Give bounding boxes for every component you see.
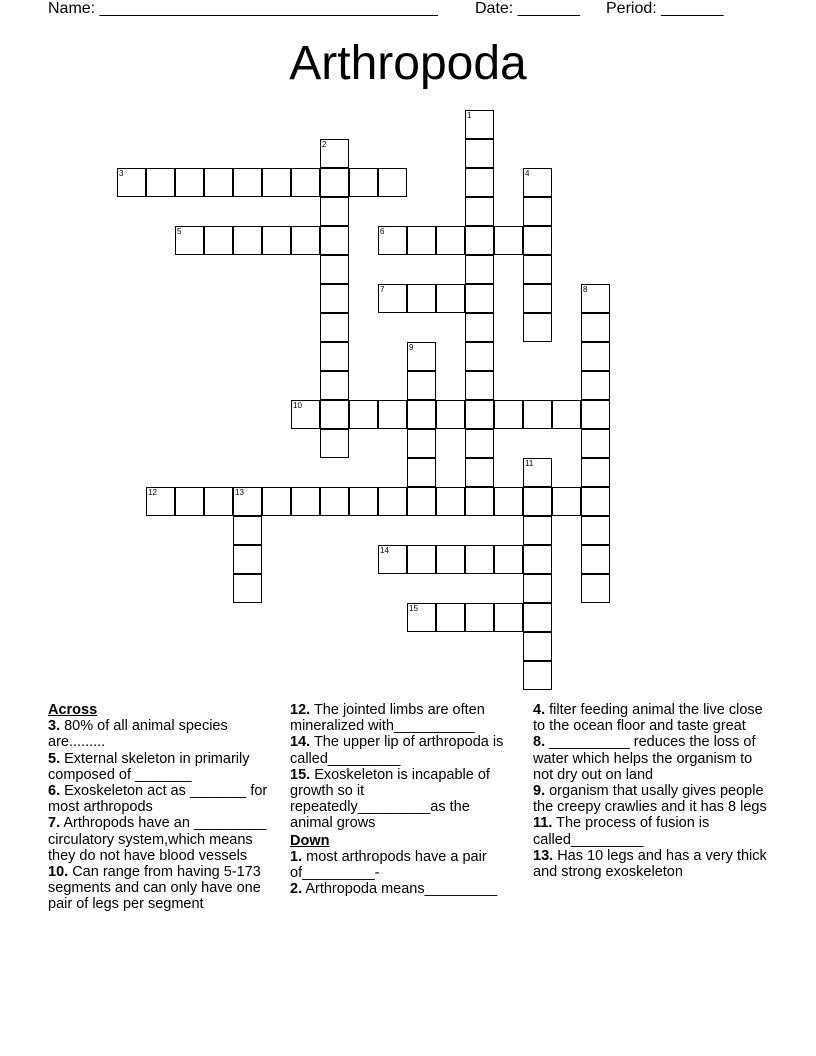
clue-number: 4	[525, 169, 530, 178]
grid-cell[interactable]	[523, 400, 552, 429]
grid-cell[interactable]	[581, 545, 610, 574]
grid-cell[interactable]	[465, 545, 494, 574]
across-clue-list-continued	[290, 702, 512, 832]
grid-cell[interactable]	[320, 284, 349, 313]
grid-cell[interactable]	[465, 458, 494, 487]
grid-cell[interactable]	[523, 458, 552, 487]
grid-cell[interactable]	[523, 487, 552, 516]
down-clue: 2. Arthropoda means_________	[290, 881, 498, 898]
grid-cell[interactable]	[581, 574, 610, 603]
grid-cell[interactable]	[523, 516, 552, 545]
grid-cell[interactable]	[233, 226, 262, 255]
across-clue: 3. 80% of all animal species are.........	[48, 718, 228, 751]
across-clue: 7. Arthropods have an _________ circulatory system,which means they do not have blood vessels	[48, 815, 267, 864]
across-clue: 5. External skeleton in primarily composed of _______	[48, 750, 250, 783]
grid-cell[interactable]	[436, 603, 465, 632]
grid-cell[interactable]	[465, 342, 494, 371]
down-clue: 13. Has 10 legs and has a very thick and strong exoskeleton	[533, 847, 767, 881]
grid-cell[interactable]	[291, 487, 320, 516]
grid-cell[interactable]	[407, 545, 436, 574]
grid-cell[interactable]	[523, 284, 552, 313]
down-heading: Down	[290, 832, 330, 849]
grid-cell[interactable]	[320, 226, 349, 255]
clue-number: 5	[177, 227, 182, 236]
grid-cell[interactable]	[378, 400, 407, 429]
grid-cell[interactable]	[117, 168, 146, 197]
grid-cell[interactable]	[262, 487, 291, 516]
grid-cell[interactable]	[204, 487, 233, 516]
grid-cell[interactable]	[523, 574, 552, 603]
grid-cell[interactable]	[320, 342, 349, 371]
grid-cell[interactable]	[407, 400, 436, 429]
grid-cell[interactable]	[581, 284, 610, 313]
across-heading: Across	[48, 702, 98, 718]
date-field: Date: _______	[475, 0, 580, 17]
grid-cell[interactable]	[378, 284, 407, 313]
grid-cell[interactable]	[465, 371, 494, 400]
grid-cell[interactable]	[436, 284, 465, 313]
clue-number: 6	[380, 227, 385, 236]
grid-cell[interactable]	[378, 226, 407, 255]
grid-cell[interactable]	[494, 226, 523, 255]
grid-cell[interactable]	[407, 284, 436, 313]
down-clue: 4. filter feeding animal the live close to the ocean floor and taste great	[533, 702, 763, 735]
grid-cell[interactable]	[291, 168, 320, 197]
clue-number: 2	[322, 140, 327, 149]
across-clue-list	[48, 718, 276, 912]
grid-cell[interactable]	[262, 226, 291, 255]
across-clue: 14. The upper lip of arthropoda is called_________	[290, 734, 504, 767]
grid-cell[interactable]	[523, 168, 552, 197]
grid-cell[interactable]	[320, 371, 349, 400]
grid-cell[interactable]	[262, 168, 291, 197]
grid-cell[interactable]	[465, 168, 494, 197]
down-clue-list	[290, 849, 512, 898]
page-title: Arthropoda	[289, 37, 527, 90]
grid-cell[interactable]	[407, 458, 436, 487]
grid-cell[interactable]	[175, 487, 204, 516]
grid-cell[interactable]	[581, 371, 610, 400]
grid-cell[interactable]	[523, 632, 552, 661]
grid-cell[interactable]	[146, 487, 175, 516]
grid-cell[interactable]	[465, 603, 494, 632]
grid-cell[interactable]	[523, 313, 552, 342]
grid-cell[interactable]	[378, 545, 407, 574]
grid-cell[interactable]	[581, 458, 610, 487]
grid-cell[interactable]	[494, 400, 523, 429]
grid-cell[interactable]	[233, 545, 262, 574]
grid-cell[interactable]	[494, 487, 523, 516]
grid-cell[interactable]	[175, 168, 204, 197]
grid-cell[interactable]	[233, 574, 262, 603]
grid-cell[interactable]	[581, 487, 610, 516]
grid-cell[interactable]	[407, 371, 436, 400]
grid-cell[interactable]	[320, 487, 349, 516]
grid-cell[interactable]	[581, 400, 610, 429]
clue-number: 12	[148, 488, 157, 497]
grid-cell[interactable]	[436, 487, 465, 516]
grid-cell[interactable]	[291, 226, 320, 255]
grid-cell[interactable]	[465, 487, 494, 516]
grid-cell[interactable]	[291, 400, 320, 429]
grid-cell[interactable]	[320, 400, 349, 429]
grid-cell[interactable]	[349, 168, 378, 197]
grid-cell[interactable]	[407, 342, 436, 371]
grid-cell[interactable]	[204, 168, 233, 197]
grid-cell[interactable]	[320, 429, 349, 458]
grid-cell[interactable]	[465, 110, 494, 139]
grid-cell[interactable]	[436, 226, 465, 255]
grid-cell[interactable]	[320, 313, 349, 342]
grid-cell[interactable]	[523, 603, 552, 632]
down-clue-list-continued	[533, 702, 767, 880]
clue-number: 11	[525, 459, 534, 468]
grid-cell[interactable]	[320, 168, 349, 197]
grid-cell[interactable]	[320, 197, 349, 226]
down-clue: 11. The process of fusion is called_________	[533, 815, 710, 848]
grid-cell[interactable]	[523, 545, 552, 574]
grid-cell[interactable]	[465, 313, 494, 342]
grid-cell[interactable]	[523, 255, 552, 284]
grid-cell[interactable]	[320, 255, 349, 284]
grid-cell[interactable]	[523, 226, 552, 255]
grid-cell[interactable]	[407, 429, 436, 458]
grid-cell[interactable]	[378, 168, 407, 197]
grid-cell[interactable]	[436, 545, 465, 574]
grid-cell[interactable]	[378, 487, 407, 516]
grid-cell[interactable]	[146, 168, 175, 197]
grid-cell[interactable]	[465, 255, 494, 284]
grid-cell[interactable]	[581, 516, 610, 545]
grid-cell[interactable]	[581, 429, 610, 458]
grid-cell[interactable]	[465, 400, 494, 429]
clue-number: 14	[380, 546, 389, 555]
grid-cell[interactable]	[407, 603, 436, 632]
grid-cell[interactable]	[523, 661, 552, 690]
grid-cell[interactable]	[581, 342, 610, 371]
grid-cell[interactable]	[204, 226, 233, 255]
grid-cell[interactable]	[465, 226, 494, 255]
grid-cell[interactable]	[523, 197, 552, 226]
across-clue: 10. Can range from having 5-173 segments and can only have one pair of legs per segment	[48, 864, 261, 913]
grid-cell[interactable]	[465, 429, 494, 458]
grid-cell[interactable]	[349, 487, 378, 516]
name-field: Name: ______________________________________	[48, 0, 438, 17]
grid-cell[interactable]	[349, 400, 378, 429]
grid-cell[interactable]	[175, 226, 204, 255]
across-clue: 15. Exoskeleton is incapable of growth so it repeatedly_________as the animal grows	[290, 766, 490, 832]
grid-cell[interactable]	[494, 545, 523, 574]
across-clue: 6. Exoskeleton act as _______ for most arthropods	[48, 783, 268, 816]
clue-number: 13	[235, 488, 244, 497]
grid-cell[interactable]	[233, 487, 262, 516]
grid-cell[interactable]	[552, 487, 581, 516]
clues-column-2	[290, 702, 512, 897]
clues-column-1	[48, 702, 276, 913]
clue-number: 8	[583, 285, 588, 294]
clue-number: 1	[467, 111, 472, 120]
grid-cell[interactable]	[465, 197, 494, 226]
grid-cell[interactable]	[581, 313, 610, 342]
grid-cell[interactable]	[465, 284, 494, 313]
down-clue: 1. most arthropods have a pair of_________-	[290, 848, 487, 882]
grid-cell[interactable]	[320, 139, 349, 168]
clue-number: 9	[409, 343, 414, 352]
down-clue: 9. organism that usally gives people the creepy crawlies and it has 8 legs	[533, 783, 767, 816]
grid-cell[interactable]	[233, 168, 262, 197]
grid-cell[interactable]	[436, 400, 465, 429]
down-clue: 8. __________ reduces the loss of water which helps the organism to not dry out on land	[533, 734, 756, 783]
grid-cell[interactable]	[233, 516, 262, 545]
grid-cell[interactable]	[552, 400, 581, 429]
clue-number: 7	[380, 285, 385, 294]
grid-cell[interactable]	[494, 603, 523, 632]
clues-column-3	[533, 702, 767, 880]
clue-number: 15	[409, 604, 418, 613]
grid-cell[interactable]	[465, 139, 494, 168]
clue-number: 10	[293, 401, 302, 410]
grid-cell[interactable]	[407, 226, 436, 255]
across-clue: 12. The jointed limbs are often mineralized with__________	[290, 702, 485, 735]
clue-number: 3	[119, 169, 124, 178]
period-field: Period: _______	[606, 0, 724, 17]
grid-cell[interactable]	[407, 487, 436, 516]
